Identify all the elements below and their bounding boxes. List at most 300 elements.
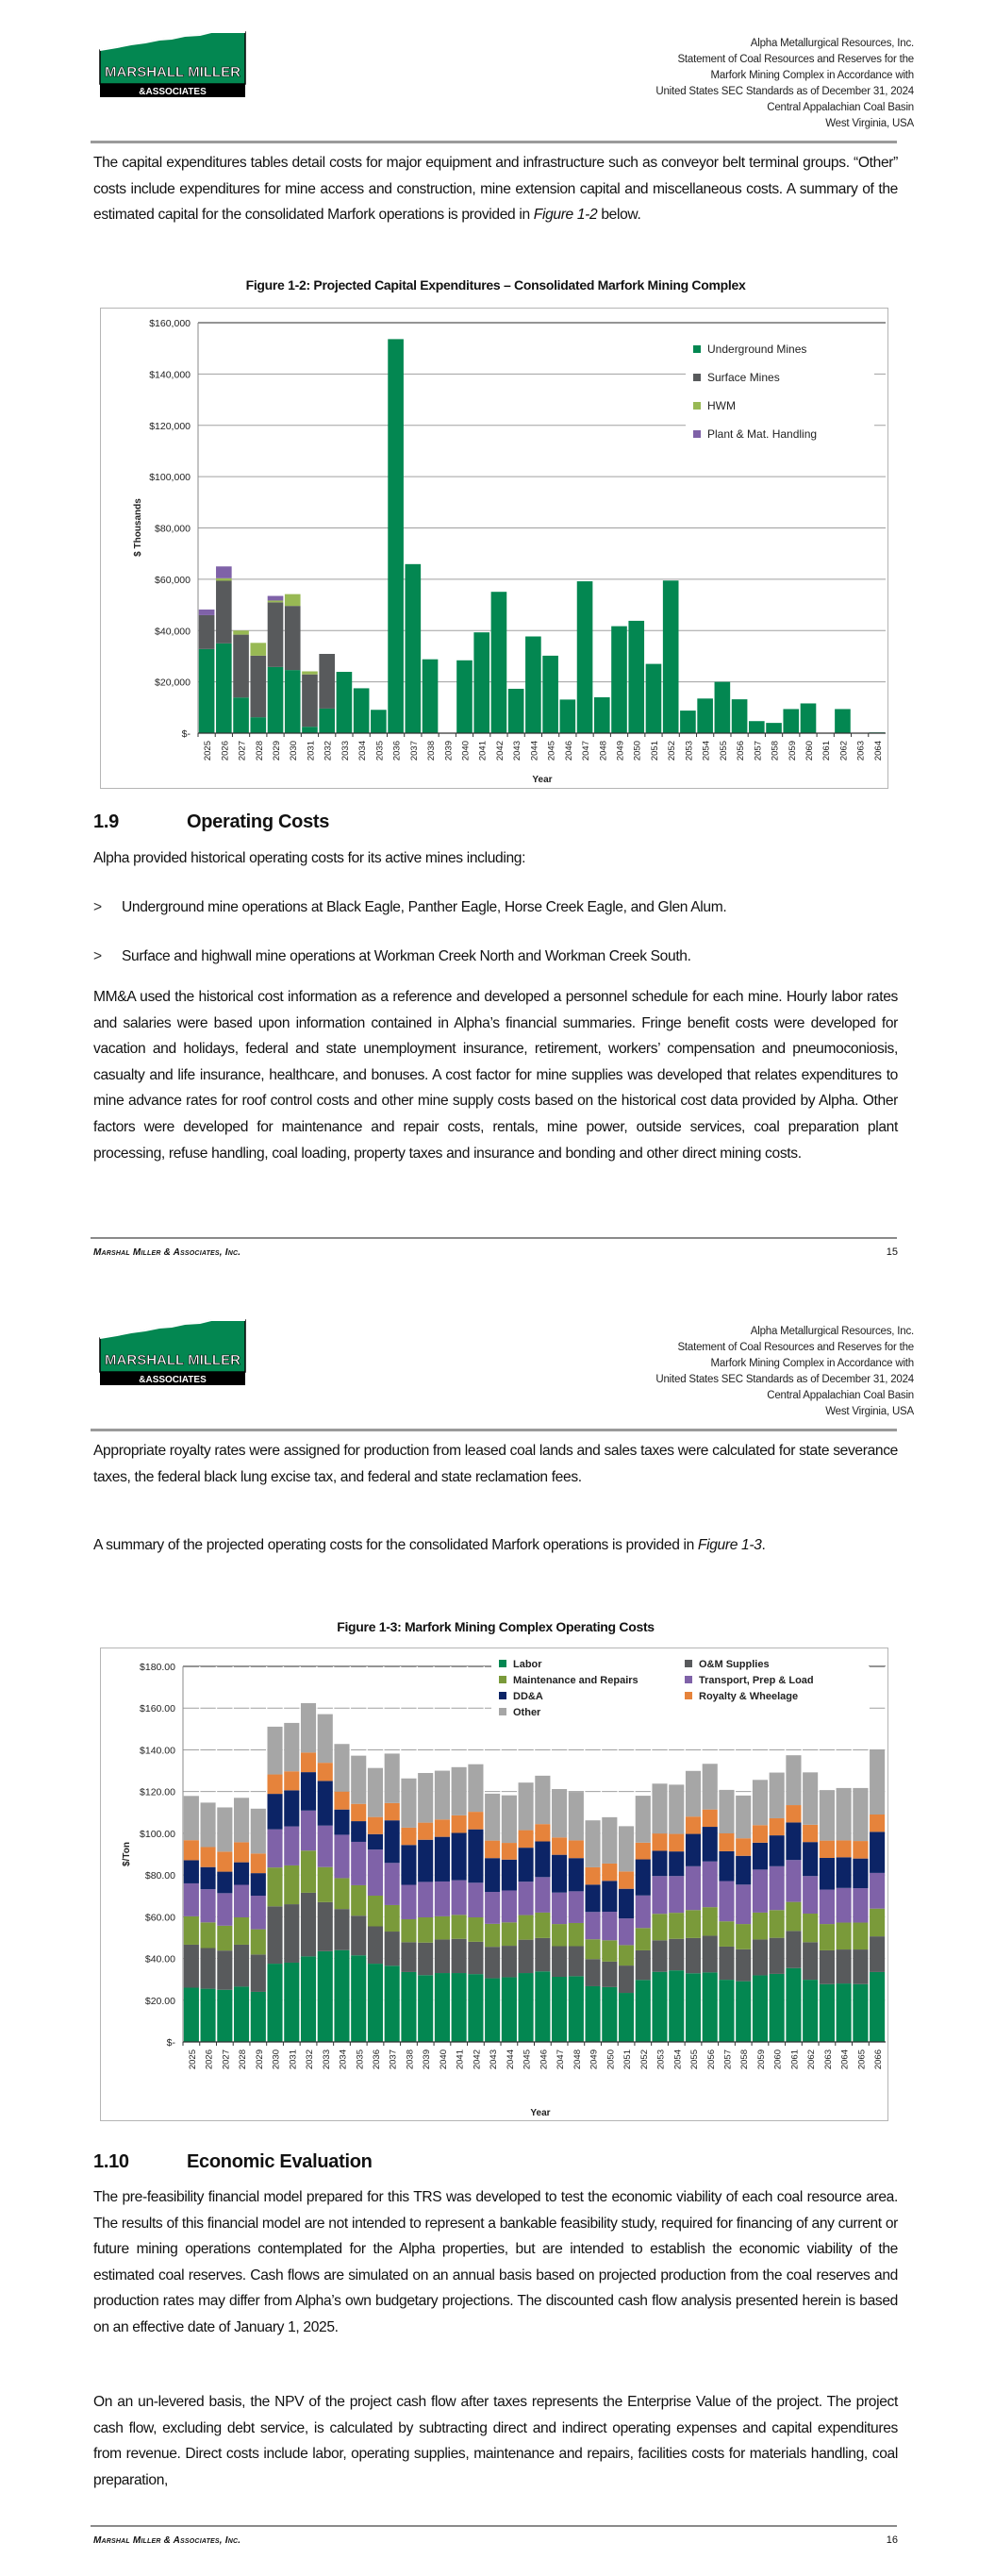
bar-segment [301, 1811, 316, 1850]
bullet-arrow-icon: > [93, 899, 102, 915]
x-tick-label: 2048 [572, 2049, 583, 2070]
bar-segment [351, 1756, 366, 1804]
bar-segment [435, 1939, 450, 1973]
legend-label: HWM [707, 399, 736, 412]
x-tick-label: 2064 [872, 741, 884, 761]
bar-segment [351, 1885, 366, 1915]
bar-segment [837, 1857, 852, 1888]
bar-segment [853, 1923, 868, 1950]
bar-segment [552, 1947, 567, 1978]
bar-segment [560, 699, 576, 733]
footer-divider [91, 1237, 897, 1239]
bar-segment [586, 1867, 601, 1884]
bar-segment [368, 1817, 383, 1834]
bar-segment [669, 1784, 684, 1833]
bar-segment [569, 1858, 584, 1891]
section-heading-economic-evaluation: 1.10 Economic Evaluation [93, 2151, 373, 2172]
bar-segment [636, 1980, 651, 2042]
bar-segment [435, 1771, 450, 1820]
bar-segment [452, 1973, 467, 2042]
bar-segment [267, 1794, 282, 1830]
x-tick-label: 2043 [489, 2049, 500, 2070]
x-tick-label: 2042 [494, 741, 506, 761]
bar-segment [435, 1973, 450, 2042]
bar-segment [284, 1771, 299, 1790]
legend-label: Maintenance and Repairs [513, 1675, 638, 1686]
bar-segment [619, 1945, 634, 1965]
capex-stacked-bar-chart [101, 309, 889, 790]
bar-segment [686, 1938, 701, 1973]
bar-segment [552, 1893, 567, 1924]
bar-segment [636, 1843, 651, 1860]
bar-segment [820, 1924, 835, 1950]
y-tick-label: $160,000 [149, 318, 191, 329]
x-tick-label: 2036 [371, 2049, 382, 2070]
legend-swatch-icon [499, 1692, 506, 1699]
bar-segment [602, 1912, 617, 1940]
bar-segment [686, 1973, 701, 2042]
bar-segment [468, 1765, 483, 1812]
bar-segment [418, 1823, 433, 1840]
x-tick-label: 2047 [581, 741, 592, 761]
bar-segment [853, 1841, 868, 1859]
bar-segment [715, 682, 731, 733]
bar-segment [351, 1915, 366, 1955]
bar-segment [368, 1849, 383, 1896]
bar-segment [199, 649, 215, 733]
bar-segment [636, 1950, 651, 1980]
bar-segment [853, 1949, 868, 1984]
bar-segment [602, 1881, 617, 1912]
bar-segment [251, 1992, 266, 2042]
bar-segment [669, 1970, 684, 2042]
bar-segment [569, 1947, 584, 1977]
bar-segment [697, 698, 713, 733]
x-tick-label: 2050 [632, 741, 643, 761]
bar-segment [284, 1904, 299, 1963]
bar-segment [719, 1947, 734, 1980]
y-tick-label: $20.00 [144, 1995, 175, 2007]
bar-segment [268, 602, 284, 667]
bar-segment [502, 1796, 517, 1843]
bar-segment [401, 1885, 416, 1919]
bar-segment [535, 1938, 550, 1971]
bar-segment [435, 1882, 450, 1916]
bar-segment [334, 1810, 349, 1835]
page-number: 15 [886, 1246, 898, 1258]
bar-segment [318, 1826, 333, 1867]
bar-segment [619, 1871, 634, 1888]
x-tick-label: 2042 [472, 2049, 483, 2070]
bar-segment [837, 1983, 852, 2042]
bar-segment [770, 1835, 785, 1866]
y-tick-label: $140,000 [149, 369, 191, 381]
chart-legend [491, 1654, 869, 1731]
x-tick-label: 2066 [873, 2049, 885, 2070]
figure-reference: Figure 1-2 [533, 207, 598, 224]
bar-segment [423, 660, 439, 733]
bar-segment [619, 1918, 634, 1945]
bar-segment [525, 637, 541, 733]
x-tick-label: 2063 [822, 2049, 834, 2070]
bar-segment [401, 1779, 416, 1828]
bar-segment [636, 1860, 651, 1896]
x-tick-label: 2058 [739, 2049, 751, 2070]
bar-segment [686, 1771, 701, 1816]
bar-segment [669, 1851, 684, 1876]
bar-segment [786, 1755, 801, 1805]
bar-segment [351, 1804, 366, 1821]
y-tick-label: $100.00 [140, 1828, 175, 1840]
x-tick-label: 2052 [667, 741, 678, 761]
bar-segment [233, 630, 249, 634]
bar-segment [586, 1884, 601, 1912]
bar-segment [401, 1828, 416, 1845]
bar-segment [535, 1842, 550, 1878]
bar-segment [302, 671, 318, 674]
bar-segment [318, 1867, 333, 1902]
bar-segment [284, 1963, 299, 2042]
bar-segment [354, 688, 370, 733]
bar-segment [703, 1827, 718, 1862]
bar-segment [267, 1775, 282, 1795]
bar-segment [468, 1882, 483, 1917]
bar-segment [636, 1796, 651, 1843]
bar-segment [201, 1867, 216, 1889]
bullet-item: > Underground mine operations at Black Eagle, Panther Eagle, Horse Creek Eagle, and Glen Alum. [93, 899, 727, 915]
header-divider [91, 141, 897, 143]
bar-segment [201, 1847, 216, 1866]
x-tick-label: 2044 [505, 2049, 516, 2070]
bar-segment [284, 1827, 299, 1865]
x-tick-label: 2046 [539, 2049, 550, 2070]
y-tick-label: $60,000 [155, 574, 191, 586]
bar-segment [577, 581, 593, 733]
bar-segment [251, 1853, 266, 1873]
bar-segment [602, 1817, 617, 1864]
page-number: 16 [886, 2534, 898, 2546]
legend-label: Labor [513, 1659, 542, 1670]
legend-swatch-icon [499, 1676, 506, 1683]
bar-segment [184, 1796, 199, 1840]
bar-segment [401, 1972, 416, 2042]
bar-segment [586, 1986, 601, 2042]
x-tick-label: 2056 [705, 2049, 717, 2070]
bar-segment [870, 1832, 885, 1873]
bar-segment [502, 1922, 517, 1946]
x-axis-title: Year [530, 2108, 551, 2118]
bar-segment [267, 1867, 282, 1906]
bar-segment [234, 1863, 249, 1885]
bar-segment [468, 1917, 483, 1942]
x-tick-label: 2039 [443, 741, 455, 761]
bar-segment [385, 1753, 400, 1802]
x-tick-label: 2041 [455, 2049, 466, 2070]
x-tick-label: 2056 [736, 741, 747, 761]
document-header-info: Alpha Metallurgical Resources, Inc. Statement of Coal Resources and Reserves for the Marfork Mining Complex in Accordance with United States SEC Standards as of December 31, 2024 Central Appalachian Coal Basin West Virginia, USA [655, 1326, 914, 1417]
x-tick-label: 2060 [772, 2049, 784, 2070]
x-tick-label: 2031 [306, 741, 317, 761]
bar-segment [619, 1965, 634, 1993]
bar-segment [468, 1812, 483, 1830]
x-tick-label: 2062 [806, 2049, 818, 2070]
bar-segment [285, 670, 301, 733]
bar-segment [418, 1917, 433, 1943]
x-tick-label: 2055 [689, 2049, 701, 2070]
bar-segment [452, 1881, 467, 1915]
bar-segment [703, 1810, 718, 1827]
bar-segment [267, 1906, 282, 1964]
x-tick-label: 2040 [460, 741, 472, 761]
bar-segment [703, 1935, 718, 1972]
bar-segment [301, 1772, 316, 1811]
bar-segment [535, 1877, 550, 1913]
bar-segment [385, 1905, 400, 1932]
footer-company: Marshal Miller & Associates, Inc. [93, 1247, 241, 1258]
x-tick-label: 2041 [477, 741, 489, 761]
bar-segment [736, 1884, 751, 1924]
figure-reference: Figure 1-3 [697, 1537, 762, 1553]
bar-segment [502, 1860, 517, 1891]
bar-segment [217, 1893, 232, 1925]
bar-segment [301, 1850, 316, 1893]
bar-segment [234, 1798, 249, 1842]
x-tick-label: 2052 [638, 2049, 650, 2070]
bar-segment [468, 1942, 483, 1974]
bar-segment [485, 1841, 500, 1859]
bar-segment [853, 1888, 868, 1922]
x-tick-label: 2050 [605, 2049, 617, 2070]
bar-segment [770, 1974, 785, 2042]
bar-segment [267, 1830, 282, 1867]
bar-segment [719, 1882, 734, 1922]
x-tick-label: 2053 [655, 2049, 667, 2070]
bar-segment [319, 709, 335, 733]
x-tick-label: 2025 [203, 741, 214, 761]
bar-segment [318, 1715, 333, 1764]
figure-1-3-caption: Figure 1-3: Marfork Mining Complex Operating Costs [337, 1619, 655, 1634]
bar-segment [686, 1834, 701, 1866]
bar-segment [736, 1838, 751, 1856]
bar-segment [719, 1980, 734, 2042]
bar-segment [351, 1955, 366, 2042]
y-axis-title: $/Ton [122, 1842, 132, 1866]
x-tick-label: 2029 [272, 741, 283, 761]
bar-segment [753, 1843, 768, 1870]
bar-segment [485, 1858, 500, 1892]
bar-segment [611, 627, 627, 733]
bar-segment [646, 664, 662, 733]
bar-segment [334, 1878, 349, 1909]
bar-segment [552, 1924, 567, 1946]
bar-segment [199, 615, 215, 649]
x-tick-label: 2026 [220, 741, 231, 761]
bar-segment [234, 1945, 249, 1986]
bar-segment [318, 1781, 333, 1825]
bar-segment [552, 1855, 567, 1893]
bar-segment [803, 1980, 818, 2042]
bar-segment [502, 1843, 517, 1860]
bar-segment [502, 1890, 517, 1922]
bar-segment [201, 1949, 216, 1989]
opex-chart [100, 1648, 888, 2121]
bar-segment [870, 1936, 885, 1972]
bar-segment [870, 1909, 885, 1936]
legend-label: Plant & Mat. Handling [707, 427, 818, 441]
bar-segment [385, 1820, 400, 1863]
operating-costs-paragraph: MM&A used the historical cost information as a reference and developed a personnel schedule for each mine. Hourly labor rates and salaries were based upon information contained in Alpha’s financial summaries. Fringe benefit costs were developed for vacation and holidays, federal and state unemployment insurance, retirement, workers’ compensation and pneumoconiosis, casualty and life insurance, healthcare, and bonuses. A cost factor for mine supplies was developed that relates expenditures to mine advance rates for roof control costs and other mine supply costs based on the historical cost data provided by Alpha. Other factors were developed for maintenance and repair costs, rentals, mine power, outside services, coal preparation plant processing, refuse handling, coal loading, property taxes and insurance and bonding and other direct mining costs. [93, 989, 898, 1162]
legend-label: Royalty & Wheelage [699, 1691, 799, 1702]
bar-segment [519, 1882, 534, 1915]
svg-text:MARSHALL MILLER: MARSHALL MILLER [105, 1352, 240, 1368]
bar-segment [801, 703, 817, 733]
y-tick-label: $- [181, 728, 191, 740]
x-tick-label: 2035 [374, 741, 386, 761]
bar-segment [586, 1912, 601, 1939]
x-tick-label: 2025 [187, 2049, 198, 2070]
x-tick-label: 2057 [722, 2049, 734, 2070]
bar-segment [473, 632, 489, 733]
legend-label: DD&A [513, 1691, 543, 1702]
bar-segment [268, 600, 284, 602]
bar-segment [233, 635, 249, 698]
bar-segment [502, 1977, 517, 2042]
x-tick-label: 2028 [238, 2049, 249, 2070]
x-tick-label: 2049 [589, 2049, 600, 2070]
bar-segment [535, 1776, 550, 1824]
x-tick-label: 2040 [438, 2049, 449, 2070]
bar-segment [837, 1949, 852, 1983]
bar-segment [669, 1939, 684, 1970]
bar-segment [368, 1964, 383, 2042]
bar-segment [652, 1940, 667, 1971]
bar-segment [184, 1916, 199, 1945]
bar-segment [594, 697, 610, 733]
bar-segment [468, 1974, 483, 2042]
legend-swatch-icon [685, 1676, 692, 1683]
y-tick-label: $80,000 [155, 523, 191, 535]
bar-segment [371, 710, 387, 733]
x-tick-label: 2037 [408, 741, 420, 761]
bar-segment [519, 1973, 534, 2042]
bar-segment [251, 1930, 266, 1955]
x-tick-label: 2048 [598, 741, 609, 761]
bar-segment [837, 1840, 852, 1857]
bar-segment [250, 656, 266, 717]
bar-segment [184, 1988, 199, 2042]
bar-segment [485, 1924, 500, 1947]
bar-segment [783, 709, 799, 733]
x-tick-label: 2053 [684, 741, 695, 761]
royalty-paragraph: Appropriate royalty rates were assigned for production from leased coal lands and sales taxes were calculated for state severance taxes, the federal black lung excise tax, and federal and state reclamation fees. [93, 1443, 898, 1485]
bar-segment [652, 1833, 667, 1850]
x-tick-label: 2039 [422, 2049, 433, 2070]
bar-segment [334, 1792, 349, 1810]
bar-segment [770, 1818, 785, 1835]
bar-segment [337, 672, 353, 733]
legend-label: Transport, Prep & Load [699, 1675, 814, 1686]
bar-segment [870, 1873, 885, 1909]
bar-segment [199, 610, 215, 615]
bar-segment [786, 1822, 801, 1860]
bar-segment [301, 1956, 316, 2042]
bar-segment [719, 1851, 734, 1882]
bar-segment [184, 1840, 199, 1860]
bar-segment [770, 1910, 785, 1937]
bar-segment [334, 1950, 349, 2042]
bar-segment [452, 1767, 467, 1815]
bar-segment [552, 1837, 567, 1854]
y-tick-label: $40.00 [144, 1953, 175, 1965]
bar-segment [284, 1723, 299, 1771]
bar-segment [385, 1932, 400, 1965]
bar-segment [820, 1790, 835, 1841]
x-tick-label: 2058 [770, 741, 781, 761]
bar-segment [485, 1794, 500, 1841]
bar-segment [542, 656, 558, 733]
bar-segment [216, 644, 232, 733]
bar-segment [251, 1954, 266, 1992]
bar-segment [334, 1744, 349, 1791]
bar-segment [663, 580, 679, 733]
bar-segment [234, 1986, 249, 2042]
x-tick-label: 2051 [622, 2049, 634, 2070]
x-tick-label: 2055 [718, 741, 729, 761]
bar-segment [318, 1763, 333, 1781]
bar-segment [406, 564, 422, 733]
x-tick-label: 2038 [405, 2049, 416, 2070]
x-tick-label: 2065 [856, 2049, 868, 2070]
bar-segment [285, 594, 301, 607]
x-tick-label: 2026 [204, 2049, 215, 2070]
bar-segment [535, 1824, 550, 1841]
bullet-arrow-icon: > [93, 948, 102, 964]
bar-segment [703, 1862, 718, 1907]
bar-segment [233, 697, 249, 733]
legend-label: O&M Supplies [699, 1659, 770, 1670]
bar-segment [234, 1842, 249, 1862]
x-tick-label: 2045 [546, 741, 557, 761]
x-tick-label: 2064 [839, 2049, 851, 2070]
bar-segment [468, 1830, 483, 1883]
bar-segment [519, 1782, 534, 1830]
y-tick-label: $180.00 [140, 1662, 175, 1673]
bar-segment [368, 1927, 383, 1965]
bar-segment [251, 1809, 266, 1854]
bar-segment [184, 1860, 199, 1883]
bar-segment [351, 1842, 366, 1885]
page-16 [0, 1288, 995, 2576]
bar-segment [652, 1783, 667, 1833]
economic-evaluation-paragraph: The pre-feasibility financial model prepared for this TRS was developed to test the economic viability of each coal resource area. The results of this financial model are not intended to represent a bankable feasibility study, required for financing of any current or future mining operations contemplated for the Alpha properties, but are intended to establish the economic viability of the estimated coal reserves. Cash flows are simulated on an annual basis based on projected production from the coal reserves and production rates may differ from Alpha’s own budgetary projections. The discounted cash flow analysis presented herein is based on an effective date of January 1, 2025. [93, 2189, 898, 2335]
bar-segment [569, 1840, 584, 1858]
bar-segment [736, 1796, 751, 1838]
bar-segment [184, 1945, 199, 1988]
bar-segment [820, 1858, 835, 1890]
bar-segment [652, 1972, 667, 2042]
x-tick-label: 2036 [391, 741, 403, 761]
y-tick-label: $100,000 [149, 472, 191, 484]
bar-segment [680, 711, 696, 733]
x-tick-label: 2033 [321, 2049, 332, 2070]
chart-legend [686, 340, 874, 462]
bar-segment [234, 1917, 249, 1945]
bar-segment [435, 1916, 450, 1940]
x-tick-label: 2049 [615, 741, 626, 761]
bar-segment [401, 1845, 416, 1884]
bar-segment [485, 1979, 500, 2042]
bar-segment [753, 1825, 768, 1843]
